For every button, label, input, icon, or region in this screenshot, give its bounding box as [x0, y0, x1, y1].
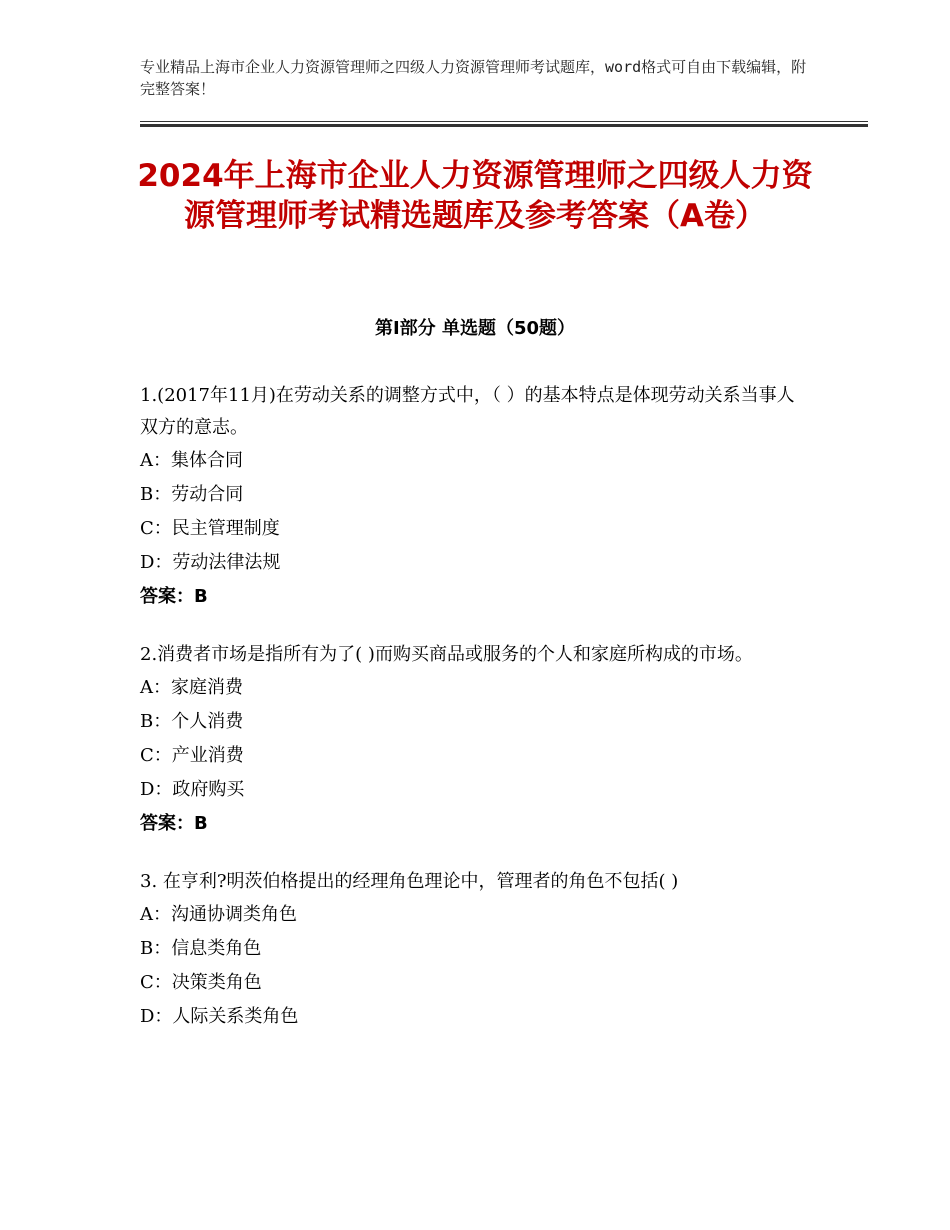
header-rule-thin — [140, 121, 868, 122]
option-a: A：家庭消费 — [140, 677, 243, 698]
option-c: C：民主管理制度 — [140, 518, 280, 539]
question-1 — [140, 380, 810, 614]
option-c: C：决策类角色 — [140, 972, 262, 993]
question-3 — [140, 866, 810, 1034]
question-2 — [140, 639, 810, 841]
option-d: D：劳动法律法规 — [140, 552, 281, 573]
answer-line: 答案：B — [140, 586, 208, 607]
option-a: A：集体合同 — [140, 450, 243, 471]
question-stem: 2.消费者市场是指所有为了( )而购买商品或服务的个人和家庭所构成的市场。 — [140, 644, 753, 665]
header-rule-thick — [140, 124, 868, 127]
option-b: B：个人消费 — [140, 711, 244, 732]
option-b: B：信息类角色 — [140, 938, 262, 959]
section-title: 第Ⅰ部分 单选题（50题） — [374, 318, 575, 339]
question-stem: 1.(2017年11月)在劳动关系的调整方式中，（ ）的基本特点是体现劳动关系当事人双方的意志。 — [140, 385, 795, 438]
option-a: A：沟通协调类角色 — [140, 904, 297, 925]
option-d: D：人际关系类角色 — [140, 1006, 299, 1027]
option-c: C：产业消费 — [140, 745, 244, 766]
document-title: 2024年上海市企业人力资源管理师之四级人力资源管理师考试精选题库及参考答案（A卷） — [137, 158, 813, 234]
question-stem: 3. 在亨利?明茨伯格提出的经理角色理论中，管理者的角色不包括( ) — [140, 871, 679, 892]
question-list — [140, 380, 810, 1059]
header-note: 专业精品上海市企业人力资源管理师之四级人力资源管理师考试题库，word格式可自由下载编辑，附完整答案！ — [140, 58, 807, 98]
option-d: D：政府购买 — [140, 779, 245, 800]
option-b: B：劳动合同 — [140, 484, 244, 505]
answer-line: 答案：B — [140, 813, 208, 834]
